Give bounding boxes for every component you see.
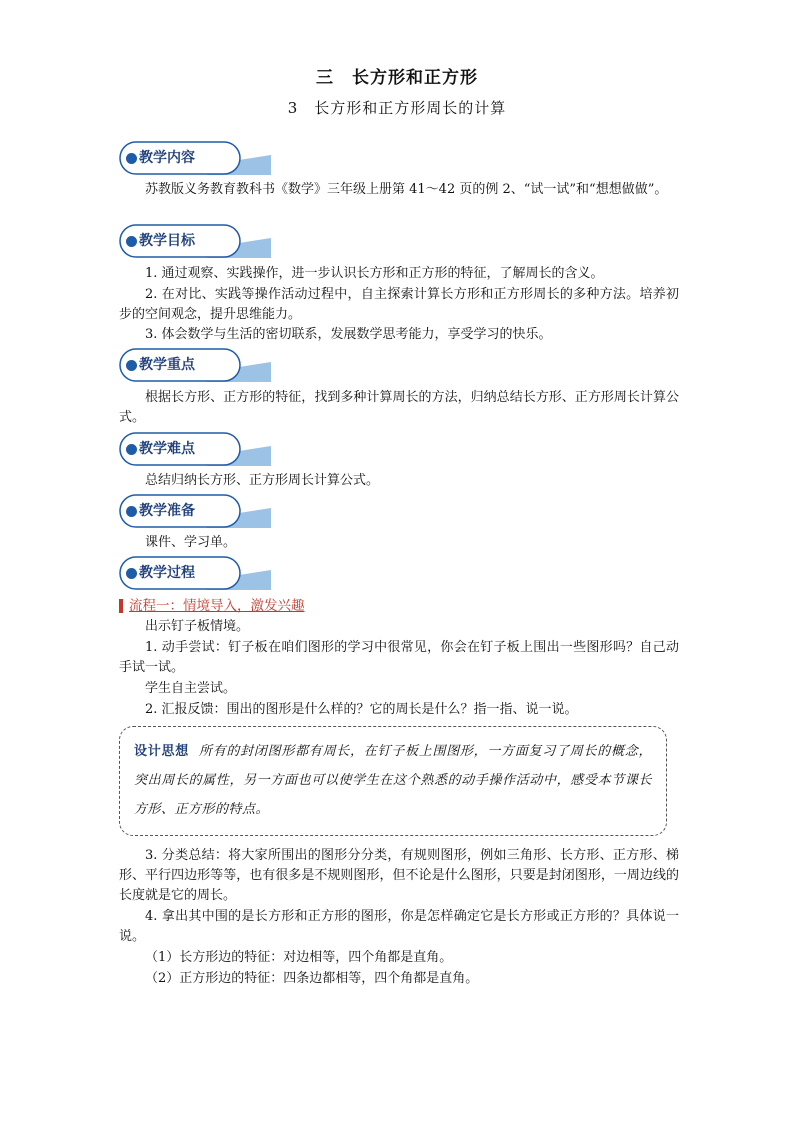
goal-item-2: 2. 在对比、实践等操作活动过程中，自主探索计算长方形和正方形周长的多种方法。培养初步的空间观念，提升思维能力。 <box>119 287 679 322</box>
content-text: 苏教版义务教育教科书《数学》三年级上册第 41～42 页的例 2、“试一试”和“想想做做”。 <box>145 182 668 197</box>
design-thought-box <box>119 726 667 836</box>
process-p4: 2. 汇报反馈：围出的图形是什么样的？它的周长是什么？指一指、说一说。 <box>145 702 578 717</box>
section-badge-prep <box>119 494 274 528</box>
process-p1: 出示钉子板情境。 <box>145 619 250 634</box>
process-p8: （2）正方形边的特征：四条边都相等，四个角都是直角。 <box>145 971 479 986</box>
bullet-dot-icon <box>126 360 137 371</box>
goal-item-3: 3. 体会数学与生活的密切联系，发展数学思考能力，享受学习的快乐。 <box>145 327 552 342</box>
design-thought-label: 设计思想 <box>134 744 189 759</box>
section-badge-key <box>119 348 274 382</box>
bullet-dot-icon <box>126 506 137 517</box>
section-badge-process <box>119 556 274 590</box>
difficulty-text: 总结归纳长方形、正方形周长计算公式。 <box>145 473 380 488</box>
process-p5: 3. 分类总结：将大家所围出的图形分分类，有规则图形，例如三角形、长方形、正方形、梯形、平行四边形等等，也有很多是不规则图形，但不论是什么图形，只要是封闭图形，一周边线的长度就是它的周长。 <box>119 848 679 903</box>
process-p2: 1. 动手尝试：钉子板在咱们图形的学习中很常见，你会在钉子板上围出一些图形吗？自己动手试一试。 <box>119 640 679 675</box>
section-badge-goals <box>119 224 274 258</box>
flow-heading <box>119 597 305 615</box>
chapter-title: 三 长方形和正方形 <box>316 68 478 88</box>
process-p3: 学生自主尝试。 <box>145 681 237 696</box>
section-badge-content <box>119 141 274 175</box>
flow-marker-icon <box>119 599 123 613</box>
section-label: 教学内容 <box>139 150 195 166</box>
bullet-dot-icon <box>126 568 137 579</box>
lesson-title: 3 长方形和正方形周长的计算 <box>287 99 507 117</box>
section-label: 教学过程 <box>139 565 195 581</box>
section-label: 教学难点 <box>139 441 195 457</box>
bullet-dot-icon <box>126 153 137 164</box>
section-label: 教学目标 <box>139 233 195 249</box>
process-p6: 4. 拿出其中围的是长方形和正方形的图形，你是怎样确定它是长方形或正方形的？具体说一说。 <box>119 909 679 944</box>
flow-title: 流程一：情境导入，激发兴趣 <box>129 597 305 614</box>
bullet-dot-icon <box>126 236 137 247</box>
bullet-dot-icon <box>126 444 137 455</box>
key-text: 根据长方形、正方形的特征，找到多种计算周长的方法，归纳总结长方形、正方形周长计算公式。 <box>119 390 679 425</box>
process-p7: （1）长方形边的特征：对边相等，四个角都是直角。 <box>145 950 453 965</box>
design-thought-paragraph <box>134 737 652 824</box>
section-label: 教学准备 <box>139 503 195 519</box>
section-label: 教学重点 <box>139 357 195 373</box>
section-badge-difficulty <box>119 432 274 466</box>
goal-item-1: 1. 通过观察、实践操作，进一步认识长方形和正方形的特征，了解周长的含义。 <box>145 266 604 281</box>
prep-text: 课件、学习单。 <box>145 535 237 550</box>
design-thought-text: 所有的封闭图形都有周长，在钉子板上围图形，一方面复习了周长的概念，突出周长的属性，另一方面也可以使学生在这个熟悉的动手操作活动中，感受本节课长方形、正方形的特点。 <box>134 744 652 817</box>
